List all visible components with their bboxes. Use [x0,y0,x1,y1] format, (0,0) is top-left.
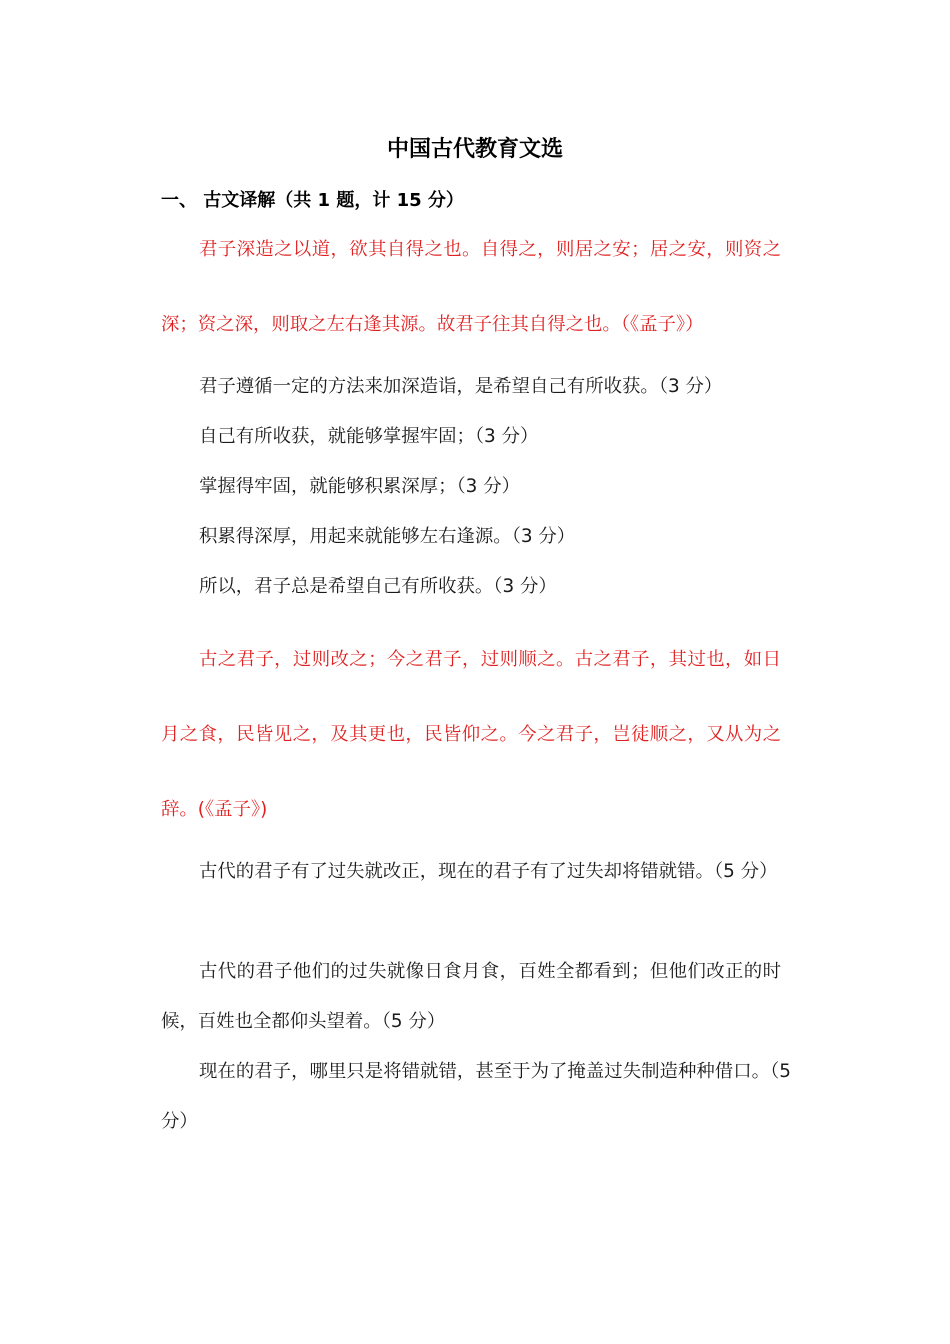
translation-line-2: 自己有所收获，就能够掌握牢固；（3 分） [199,426,539,447]
translation-line-6: 古代的君子有了过失就改正，现在的君子有了过失却将错就错。（5 分） [199,861,778,882]
classical-passage-2: 古之君子，过则改之；今之君子，过则顺之。古之君子，其过也，如日月之食，民皆见之，及其更也，民皆仰之。今之君子，岂徒顺之，又从为之辞。(《孟子》) [161,649,781,820]
translation-line-7: 古代的君子他们的过失就像日食月食，百姓全都看到；但他们改正的时候，百姓也全都仰头望着。（5 分） [161,961,781,1032]
translation-line-3: 掌握得牢固，就能够积累深厚；（3 分） [199,476,520,497]
classical-passage-1: 君子深造之以道，欲其自得之也。自得之，则居之安；居之安，则资之深；资之深，则取之左右逢其源。故君子往其自得之也。（《孟子》） [161,239,781,335]
section-heading: 一、 古文译解（共 1 题，计 15 分） [161,190,464,211]
translation-line-4: 积累得深厚，用起来就能够左右逢源。（3 分） [199,526,576,547]
translation-line-5: 所以，君子总是希望自己有所收获。（3 分） [199,576,557,597]
translation-line-1: 君子遵循一定的方法来加深造诣，是希望自己有所收获。（3 分） [199,376,723,397]
document-title: 中国古代教育文选 [386,137,563,162]
translation-line-8: 现在的君子，哪里只是将错就错，甚至于为了掩盖过失制造种种借口。（5 分） [161,1061,791,1132]
